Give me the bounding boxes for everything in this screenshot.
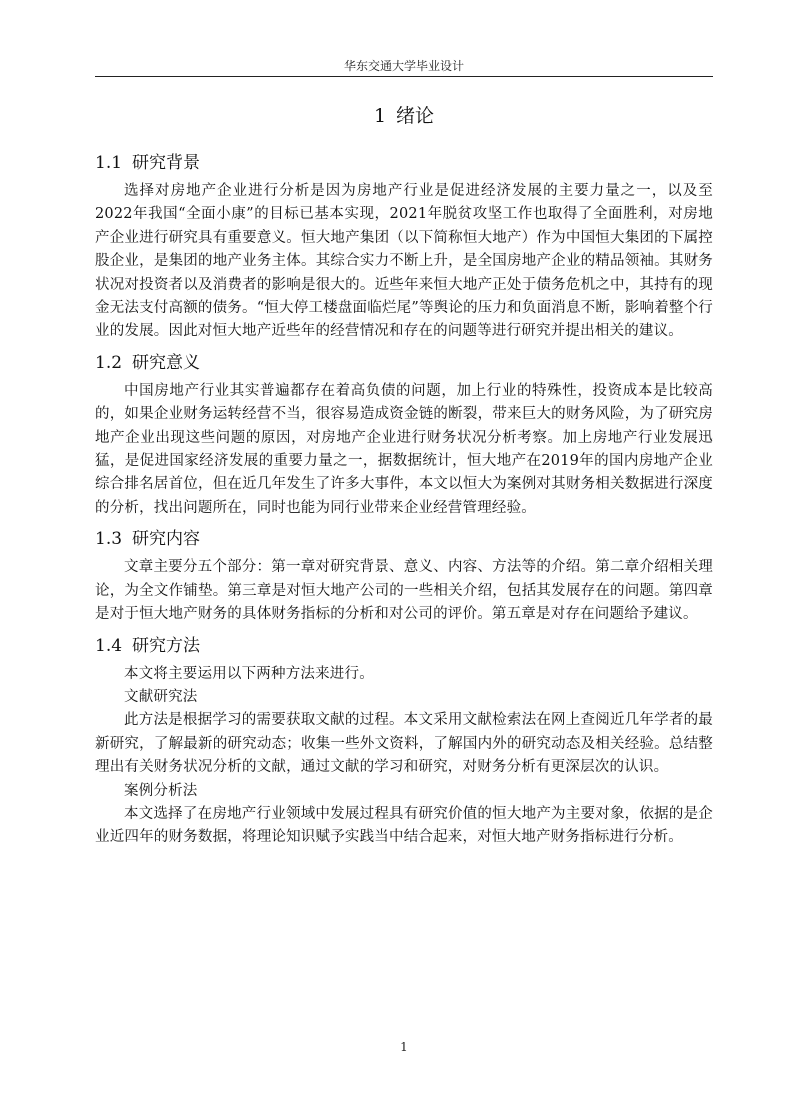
running-header: 华东交通大学毕业设计: [343, 59, 464, 73]
section-heading: [95, 633, 713, 659]
chapter-title: [95, 102, 713, 130]
paragraph: 此方法是根据学习的需要获取文献的过程。本文采用文献检索法在网上查阅近几年学者的最新研究，了解最新的研究动态；收集一些外文资料，了解国内外的研究动态及相关经验。总结整理出有关财务状况分析的文献，通过文献的学习和研究，对财务分析有更深层次的认识。: [95, 712, 713, 776]
section-title-text: 研究背景: [132, 153, 201, 173]
section-number: 1.2: [95, 352, 123, 373]
header-rule: [95, 76, 713, 77]
paragraph: 本文将主要运用以下两种方法来进行。: [124, 665, 374, 682]
paragraph: 文章主要分五个部分：第一章对研究背景、意义、内容、方法等的介绍。第二章介绍相关理论，为全文作铺垫。第三章是对恒大地产公司的一些相关介绍，包括其发展存在的问题。第四章是对于恒大地产财务的具体财务指标的分析和对公司的评价。第五章是对存在问题给予建议。: [95, 559, 713, 623]
section-research-methods: [95, 633, 713, 850]
paragraph: 选择对房地产企业进行分析是因为房地产行业是促进经济发展的主要力量之一，以及至2022年我国“全面小康”的目标已基本实现，2021年脱贫攻坚工作也取得了全面胜利，对房地产企业进行研究具有重要意义。恒大地产集团（以下简称恒大地产）作为中国恒大集团的下属控股企业，是集团的地产业务主体。其综合实力不断上升，是全国房地产企业的精品领袖。其财务状况对投资者以及消费者的影响是很大的。近些年来恒大地产正处于债务危机之中，其持有的现金无法支付高额的债务。“恒大停工楼盘面临烂尾”等舆论的压力和负面消息不断，影响着整个行业的发展。因此对恒大地产近些年的经营情况和存在的问题等进行研究并提出相关的建议。: [95, 183, 713, 340]
section-research-content: [95, 526, 713, 626]
section-research-background: [95, 150, 713, 344]
section-title-text: 研究方法: [132, 635, 201, 656]
section-number: 1.4: [95, 635, 123, 656]
section-heading: [95, 150, 713, 176]
page-content: [95, 102, 713, 856]
section-title-text: 研究意义: [132, 352, 201, 373]
paragraph: 本文选择了在房地产行业领域中发展过程具有研究价值的恒大地产为主要对象，依据的是企业近四年的财务数据，将理论知识赋予实践当中结合起来，对恒大地产财务指标进行分析。: [95, 805, 713, 846]
section-heading: [95, 350, 713, 376]
section-research-significance: [95, 350, 713, 520]
chapter-number: 1: [373, 105, 387, 127]
page-number: 1: [400, 1040, 408, 1054]
paragraph: 中国房地产行业其实普遍都存在着高负债的问题，加上行业的特殊性，投资成本是比较高的，如果企业财务运转经营不当，很容易造成资金链的断裂，带来巨大的财务风险，为了研究房地产企业出现这些问题的原因，对房地产企业进行财务状况分析考察。加上房地产行业发展迅猛，是促进国家经济发展的重要力量之一，据数据统计，恒大地产在2019年的国内房地产企业综合排名居首位，但在近几年发生了许多大事件，本文以恒大为案例对其财务相关数据进行深度的分析，找出问题所在，同时也能为同行业带来企业经营管理经验。: [95, 382, 713, 516]
method-label-literature: 文献研究法: [124, 688, 198, 705]
section-number: 1.3: [95, 529, 123, 550]
method-label-case-study: 案例分析法: [124, 782, 198, 799]
section-title-text: 研究内容: [132, 529, 201, 550]
section-number: 1.1: [95, 153, 123, 173]
chapter-title-text: 绪论: [396, 105, 435, 127]
section-heading: [95, 526, 713, 552]
